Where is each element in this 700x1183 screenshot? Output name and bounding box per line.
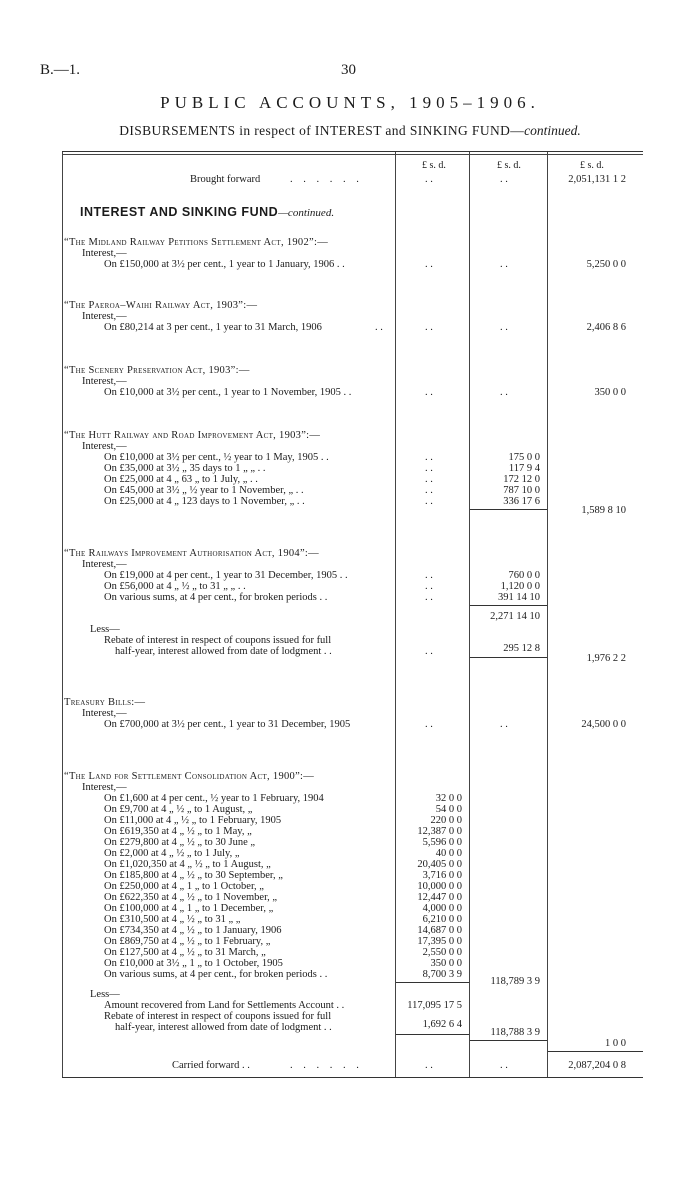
page-title: PUBLIC ACCOUNTS, 1905–1906. — [160, 93, 540, 112]
land-amount: 12,447 0 0 — [417, 892, 462, 903]
land-title: “The Land for Settlement Consolidation Act, 1900”:— — [64, 771, 315, 782]
paeroa-interest: Interest,— — [82, 311, 127, 322]
list-item: On £619,350 at 4 „ ½ „ to 1 May, „ — [104, 826, 252, 837]
list-item: On £11,000 at 4 „ ½ „ to 1 February, 1905 — [104, 815, 282, 826]
list-item: On £310,500 at 4 „ ½ „ to 31 „ „ — [104, 914, 241, 925]
land-recovered-amount: 117,095 17 5 — [407, 1000, 462, 1011]
list-item: On £10,000 at 3½ per cent., ½ year to 1 May, 1905 . . — [104, 452, 329, 463]
list-item: On £127,500 at 4 „ ½ „ to 31 March, „ — [104, 947, 266, 958]
subtitle-text: DISBURSEMENTS in respect of INTEREST and SINKING FUND— — [119, 123, 525, 138]
land-amount: 54 0 0 — [435, 804, 462, 815]
table-top-rule-inner — [62, 154, 643, 155]
land-subtotal: 118,789 3 9 — [490, 976, 540, 987]
column-divider-3 — [547, 152, 548, 1077]
treasury-interest: Interest,— — [82, 708, 127, 719]
col2-header: £ s. d. — [497, 160, 521, 171]
land-rebate-amount: 1,692 6 4 — [422, 1019, 462, 1030]
list-item: On £2,000 at 4 „ ½ „ to 1 July, „ — [104, 848, 240, 859]
railways-less-rule — [470, 657, 547, 658]
land-less: Less— — [90, 989, 120, 1000]
scenery-total: 350 0 0 — [594, 387, 626, 398]
list-item: On £250,000 at 4 „ 1 „ to 1 October, „ — [104, 881, 264, 892]
land-amount: 20,405 0 0 — [417, 859, 462, 870]
land-less-total: 118,788 3 9 — [490, 1027, 540, 1038]
railways-less: Less— — [90, 624, 120, 635]
table-top-rule — [62, 151, 643, 152]
hutt-sum-rule — [470, 509, 547, 510]
list-item: On £45,000 at 3½ „ ½ year to 1 November, „ . . — [104, 485, 304, 496]
carried-forward-leaders: . . . . . . — [290, 1060, 363, 1071]
land-total: 1 0 0 — [605, 1038, 626, 1049]
paeroa-title: “The Paeroa–Waihi Railway Act, 1903”:— — [64, 300, 258, 311]
brought-forward-label: Brought forward — [190, 174, 261, 185]
table-bottom-rule — [62, 1077, 643, 1078]
railways-dots: . . — [425, 570, 433, 581]
railways-rebate-2: half-year, interest allowed from date of lodgment . . — [115, 646, 332, 657]
scenery-title: “The Scenery Preservation Act, 1903”:— — [64, 365, 250, 376]
midland-title: “The Midland Railway Petitions Settlement Act, 1902”:— — [64, 237, 328, 248]
carried-forward-dots-2: . . — [500, 1060, 508, 1071]
railways-dots: . . — [425, 581, 433, 592]
treasury-line: On £700,000 at 3½ per cent., 1 year to 31 December, 1905 — [104, 719, 351, 730]
list-item: On £25,000 at 4 „ 123 days to 1 November, „ . . — [104, 496, 305, 507]
land-interest: Interest,— — [82, 782, 127, 793]
midland-dots-2: . . — [500, 259, 508, 270]
hutt-amount: 336 17 6 — [503, 496, 540, 507]
subtitle-continued: continued. — [524, 123, 581, 138]
land-amount: 40 0 0 — [435, 848, 462, 859]
railways-subtotal: 2,271 14 10 — [490, 611, 540, 622]
land-less-rule — [396, 1034, 469, 1035]
list-item: On £1,020,350 at 4 „ ½ „ to 1 August, „ — [104, 859, 271, 870]
brought-forward-leaders: . . . . . . — [290, 174, 363, 185]
treasury-dots-1: . . — [425, 719, 433, 730]
hutt-amount: 117 9 4 — [508, 463, 540, 474]
list-item: On £19,000 at 4 per cent., 1 year to 31 December, 1905 . . — [104, 570, 348, 581]
hutt-amount: 175 0 0 — [508, 452, 540, 463]
hutt-interest: Interest,— — [82, 441, 127, 452]
land-amount: 5,596 0 0 — [422, 837, 462, 848]
railways-amount: 760 0 0 — [508, 570, 540, 581]
list-item: On £9,700 at 4 „ ½ „ to 1 August, „ — [104, 804, 253, 815]
col1-header: £ s. d. — [422, 160, 446, 171]
railways-dots: . . — [425, 592, 433, 603]
railways-total: 1,976 2 2 — [586, 653, 626, 664]
land-amount: 17,395 0 0 — [417, 936, 462, 947]
table-left-border — [62, 152, 63, 1077]
brought-forward-total: 2,051,131 1 2 — [568, 174, 626, 185]
railways-rebate-dots: . . — [425, 646, 433, 657]
section-heading-continued: —continued. — [278, 207, 335, 219]
paeroa-dots-1: . . — [425, 322, 433, 333]
brought-forward-dots-2: . . — [500, 174, 508, 185]
list-item: On £100,000 at 4 „ 1 „ to 1 December, „ — [104, 903, 274, 914]
land-rebate-2: half-year, interest allowed from date of lodgment . . — [115, 1022, 332, 1033]
land-amount: 220 0 0 — [430, 815, 462, 826]
hutt-total: 1,589 8 10 — [581, 505, 626, 516]
treasury-total: 24,500 0 0 — [581, 719, 626, 730]
midland-dots-1: . . — [425, 259, 433, 270]
paeroa-total: 2,406 8 6 — [586, 322, 626, 333]
list-item: On £10,000 at 3½ „ 1 „ to 1 October, 1905 — [104, 958, 283, 969]
page-number: 30 — [341, 62, 356, 78]
list-item: On £56,000 at 4 „ ½ „ to 31 „ „ . . — [104, 581, 246, 592]
list-item: On £1,600 at 4 per cent., ½ year to 1 February, 1904 — [104, 793, 324, 804]
land-amount: 6,210 0 0 — [422, 914, 462, 925]
land-amount: 32 0 0 — [435, 793, 462, 804]
hutt-dots: . . — [425, 463, 433, 474]
midland-total: 5,250 0 0 — [586, 259, 626, 270]
midland-line: On £150,000 at 3½ per cent., 1 year to 1 January, 1906 . . — [104, 259, 345, 270]
land-amount: 350 0 0 — [430, 958, 462, 969]
treasury-title: Treasury Bills:— — [64, 697, 146, 708]
land-amount: 14,687 0 0 — [417, 925, 462, 936]
carried-forward-label: Carried forward . . — [172, 1060, 250, 1071]
list-item: On £869,750 at 4 „ ½ „ to 1 February, „ — [104, 936, 271, 947]
list-item: On various sums, at 4 per cent., for broken periods . . — [104, 969, 328, 980]
land-amount: 3,716 0 0 — [422, 870, 462, 881]
land-amount: 4,000 0 0 — [422, 903, 462, 914]
page-subtitle — [0, 123, 700, 139]
railways-sum-rule — [470, 605, 547, 606]
scenery-dots-1: . . — [425, 387, 433, 398]
paeroa-line: On £80,214 at 3 per cent., 1 year to 31 March, 1906 — [104, 322, 322, 333]
hutt-dots: . . — [425, 474, 433, 485]
col3-header: £ s. d. — [580, 160, 604, 171]
list-item: On £279,800 at 4 „ ½ „ to 30 June „ — [104, 837, 256, 848]
scenery-line: On £10,000 at 3½ per cent., 1 year to 1 November, 1905 . . — [104, 387, 352, 398]
railways-interest: Interest,— — [82, 559, 127, 570]
railways-title: “The Railways Improvement Authorisation Act, 1904”:— — [64, 548, 319, 559]
scenery-interest: Interest,— — [82, 376, 127, 387]
railways-rebate-1: Rebate of interest in respect of coupons issued for full — [104, 635, 332, 646]
carried-forward-total: 2,087,204 0 8 — [568, 1060, 626, 1071]
grand-total-rule — [548, 1051, 643, 1052]
hutt-amount: 172 12 0 — [503, 474, 540, 485]
section-heading-text: INTEREST AND SINKING FUND — [80, 205, 279, 219]
treasury-dots-2: . . — [500, 719, 508, 730]
land-amount: 10,000 0 0 — [417, 881, 462, 892]
hutt-title: “The Hutt Railway and Road Improvement Act, 1903”:— — [64, 430, 321, 441]
paeroa-dots-2: . . — [500, 322, 508, 333]
hutt-amount: 787 10 0 — [503, 485, 540, 496]
railways-amount: 1,120 0 0 — [500, 581, 540, 592]
section-heading — [80, 203, 334, 221]
hutt-dots: . . — [425, 496, 433, 507]
railways-rebate-amount: 295 12 8 — [503, 643, 540, 654]
midland-interest: Interest,— — [82, 248, 127, 259]
list-item: On £25,000 at 4 „ 63 „ to 1 July, „ . . — [104, 474, 258, 485]
land-sum-rule — [396, 982, 469, 983]
hutt-dots: . . — [425, 452, 433, 463]
list-item: On £35,000 at 3½ „ 35 days to 1 „ „ . . — [104, 463, 266, 474]
land-recovered: Amount recovered from Land for Settlements Account . . — [104, 1000, 345, 1011]
land-rebate-1: Rebate of interest in respect of coupons issued for full — [104, 1011, 332, 1022]
land-amount: 12,387 0 0 — [417, 826, 462, 837]
paeroa-dots-0: . . — [375, 322, 383, 333]
land-amount: 8,700 3 9 — [422, 969, 462, 980]
railways-amount: 391 14 10 — [498, 592, 540, 603]
hutt-dots: . . — [425, 485, 433, 496]
list-item: On £185,800 at 4 „ ½ „ to 30 September, „ — [104, 870, 283, 881]
land-amount: 2,550 0 0 — [422, 947, 462, 958]
land-less-total-rule — [470, 1040, 547, 1041]
brought-forward-dots-1: . . — [425, 174, 433, 185]
list-item: On £734,350 at 4 „ ½ „ to 1 January, 1906 — [104, 925, 282, 936]
list-item: On various sums, at 4 per cent., for broken periods . . — [104, 592, 328, 603]
document-reference: B.—1. — [40, 62, 81, 78]
scenery-dots-2: . . — [500, 387, 508, 398]
carried-forward-dots-1: . . — [425, 1060, 433, 1071]
list-item: On £622,350 at 4 „ ½ „ to 1 November, „ — [104, 892, 278, 903]
